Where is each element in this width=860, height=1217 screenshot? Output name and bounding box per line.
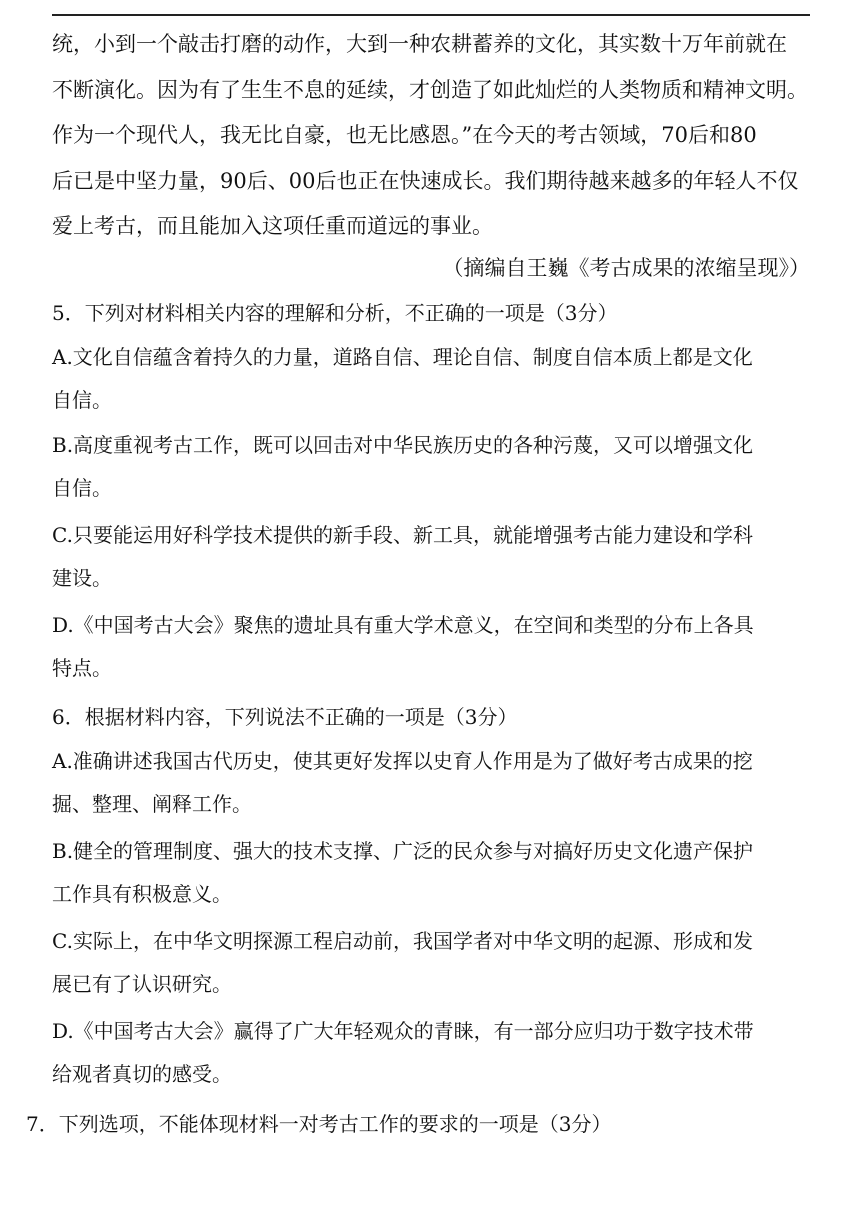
passage-line: 统，小到一个敲击打磨的动作，大到一种农耕蓄养的文化，其实数十万年前就在 — [52, 32, 787, 56]
question-6-option-c — [52, 920, 810, 1006]
question-5-option-a — [52, 336, 810, 422]
option-line: 展已有了认识研究。 — [52, 972, 232, 996]
passage-source: （摘编自王巍《考古成果的浓缩呈现》） — [442, 256, 810, 280]
question-5-text: 5．下列对材料相关内容的理解和分析，不正确的一项是（3分） — [52, 301, 618, 325]
option-line: 建设。 — [52, 566, 112, 590]
option-line: 掘、整理、阐释工作。 — [52, 792, 252, 816]
option-line: C.实际上，在中华文明探源工程启动前，我国学者对中华文明的起源、形成和发 — [52, 929, 753, 953]
option-line: 工作具有积极意义。 — [52, 882, 232, 906]
passage-line: 爱上考古，而且能加入这项任重而道远的事业。 — [52, 214, 493, 239]
option-line: B.健全的管理制度、强大的技术支撑、广泛的民众参与对搞好历史文化遗产保护 — [52, 839, 754, 863]
question-6-option-d — [52, 1010, 810, 1096]
option-line: D.《中国考古大会》聚焦的遗址具有重大学术意义，在空间和类型的分布上各具 — [52, 613, 754, 637]
question-6-stem — [52, 696, 810, 739]
option-line: C.只要能运用好科学技术提供的新手段、新工具，就能增强考古能力建设和学科 — [52, 523, 753, 547]
passage-line: 不断演化。因为有了生生不息的延续，才创造了如此灿烂的人类物质和精神文明。 — [52, 77, 808, 102]
question-7-stem: 7．下列选项，不能体现材料一对考古工作的要求的一项是（3分） — [26, 1112, 612, 1136]
question-6-option-b — [52, 830, 810, 916]
question-5-option-d — [52, 604, 810, 690]
question-6-text: 6．根据材料内容，下列说法不正确的一项是（3分） — [52, 705, 518, 729]
question-5-option-c — [52, 514, 810, 600]
passage-line: 作为一个现代人，我无比自豪，也无比感恩。”在今天的考古领域，70后和80 — [52, 123, 757, 148]
option-line: 自信。 — [52, 476, 112, 500]
passage-line: 后已是中坚力量，90后、00后也正在快速成长。我们期待越来越多的年轻人不仅 — [52, 168, 799, 193]
option-line: B.高度重视考古工作，既可以回击对中华民族历史的各种污蔑，又可以增强文化 — [52, 433, 754, 457]
option-line: 特点。 — [52, 656, 112, 680]
option-line: D.《中国考古大会》赢得了广大年轻观众的青睐，有一部分应归功于数字技术带 — [52, 1019, 754, 1043]
option-line: A.文化自信蕴含着持久的力量，道路自信、理论自信、制度自信本质上都是文化 — [52, 345, 753, 369]
option-line: 给观者真切的感受。 — [52, 1062, 232, 1086]
question-5-option-b — [52, 424, 810, 510]
top-rule — [52, 14, 810, 16]
question-5-stem — [52, 292, 810, 335]
option-line: A.准确讲述我国古代历史，使其更好发挥以史育人作用是为了做好考古成果的挖 — [52, 749, 753, 773]
question-6-option-a — [52, 740, 810, 826]
passage-paragraph — [52, 22, 810, 250]
option-line: 自信。 — [52, 388, 112, 412]
